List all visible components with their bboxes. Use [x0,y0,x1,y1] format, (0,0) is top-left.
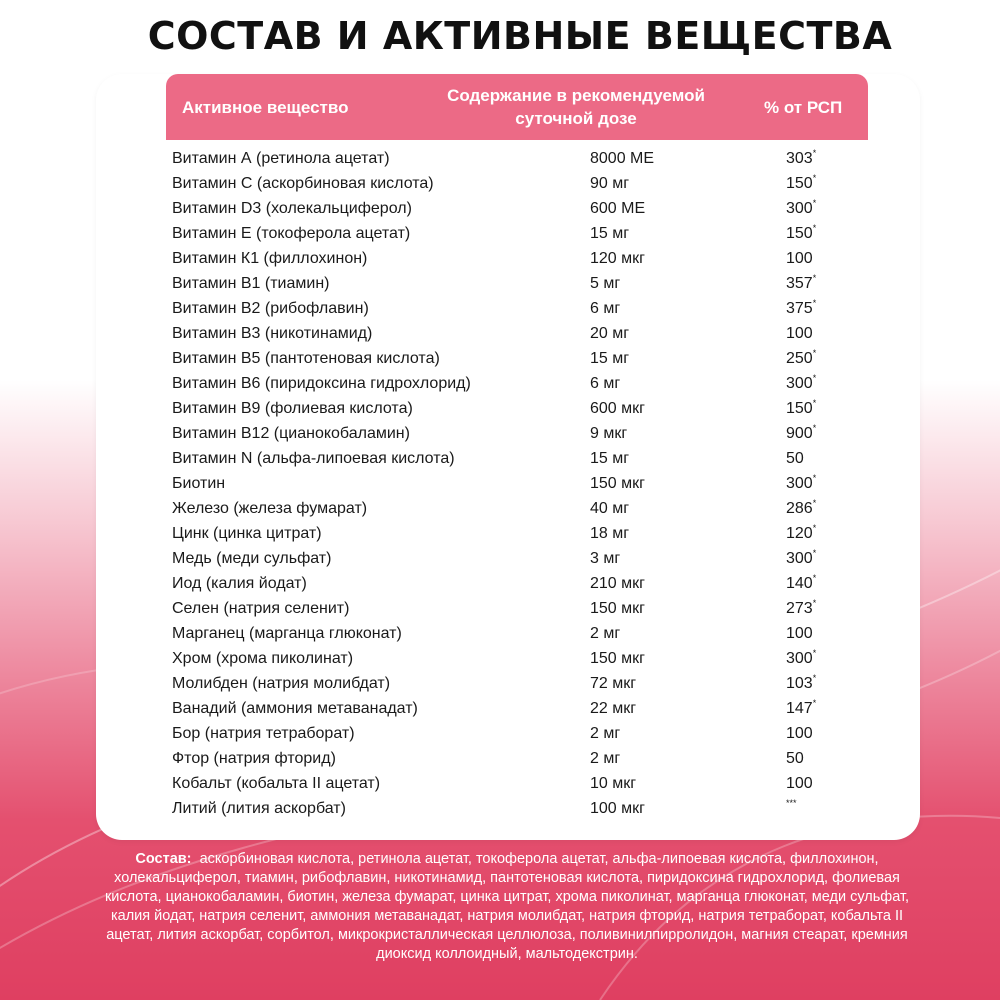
substance-percent [786,650,816,668]
substance-percent [786,800,797,818]
substance-percent [786,625,813,643]
footnote-mark: * [812,473,817,483]
percent-value: 900 [786,425,813,442]
substance-amount: 600 МЕ [590,200,646,217]
substance-name: Медь (меди сульфат) [172,550,332,567]
percent-value: 100 [786,625,813,642]
percent-value: 250 [786,350,813,367]
substance-name: Витамин К1 (филлохинон) [172,250,368,267]
table-row [172,546,872,571]
substance-percent [786,325,813,343]
table-row [172,496,872,521]
footnote-mark: * [812,298,817,308]
footnote-mark: *** [786,798,797,808]
substance-amount: 15 мг [590,225,630,242]
substance-name: Витамин В6 (пиридоксина гидрохлорид) [172,375,471,392]
substance-name: Витамин В9 (фолиевая кислота) [172,400,413,417]
composition-label: Состав: [135,851,192,867]
percent-value: 140 [786,575,813,592]
table-row [172,246,872,271]
percent-value: 150 [786,400,813,417]
footnote-mark: * [812,648,817,658]
footnote-mark: * [812,223,817,233]
percent-value: 100 [786,775,813,792]
substance-name: Кобальт (кобальта II ацетат) [172,775,381,792]
substance-name: Литий (лития аскорбат) [172,800,346,817]
table-row [172,746,872,771]
substance-amount: 9 мкг [590,425,628,442]
table-row [172,321,872,346]
percent-value: 50 [786,450,804,467]
footnote-mark: * [812,698,817,708]
substance-name: Марганец (марганца глюконат) [172,625,402,642]
header-percent-rsp: % от РСП [764,97,843,117]
table-row [172,296,872,321]
substance-percent [786,500,816,518]
substance-amount: 2 мг [590,750,621,767]
substance-percent [786,225,816,243]
header-active-substance: Активное вещество [182,97,349,117]
substance-percent [786,475,816,493]
substance-amount: 150 мкг [590,475,645,492]
table-row [172,521,872,546]
percent-value: 286 [786,500,813,517]
percent-value: 147 [786,700,813,717]
substance-percent [786,375,816,393]
substance-name: Витамин Е (токоферола ацетат) [172,225,411,242]
substance-name: Хром (хрома пиколинат) [172,650,354,667]
table-header [166,74,868,140]
table-row [172,221,872,246]
substance-percent [786,200,816,218]
substance-percent [786,350,816,368]
substance-name: Ванадий (аммония метаванадат) [172,700,418,717]
substance-amount: 40 мг [590,500,630,517]
substance-percent [786,450,804,468]
substance-amount: 6 мг [590,300,621,317]
substance-percent [786,575,816,593]
substance-name: Витамин В12 (цианокобаламин) [172,425,410,442]
footnote-mark: * [812,373,817,383]
table-row [172,721,872,746]
table-row [172,446,872,471]
substance-amount: 5 мг [590,275,621,292]
footnote-mark: * [812,198,817,208]
percent-value: 303 [786,150,813,167]
substance-amount: 100 мкг [590,800,645,817]
substance-percent [786,400,816,418]
substance-name: Витамин В3 (никотинамид) [172,325,373,342]
substance-amount: 600 мкг [590,400,645,417]
substance-percent [786,675,816,693]
substance-amount: 18 мг [590,525,630,542]
percent-value: 103 [786,675,813,692]
substance-amount: 2 мг [590,725,621,742]
substance-name: Витамин А (ретинола ацетат) [172,150,390,167]
substance-percent [786,150,816,168]
substance-amount: 20 мг [590,325,630,342]
substance-amount: 90 мг [590,175,630,192]
substance-amount: 3 мг [590,550,621,567]
footnote-mark: * [812,498,817,508]
substance-percent [786,700,816,718]
substance-amount: 22 мкг [590,700,637,717]
substance-amount: 10 мкг [590,775,637,792]
table-row [172,646,872,671]
percent-value: 300 [786,475,813,492]
footnote-mark: * [812,173,817,183]
footnote-mark: * [812,398,817,408]
substance-percent [786,250,813,268]
composition-text [92,850,922,964]
table-row [172,421,872,446]
substance-percent [786,600,816,618]
footnote-mark: * [812,523,817,533]
substance-name: Биотин [172,475,226,492]
percent-value: 300 [786,375,813,392]
substance-amount: 150 мкг [590,650,645,667]
substance-name: Бор (натрия тетраборат) [172,725,355,742]
table-row [172,196,872,221]
percent-value: 150 [786,175,813,192]
percent-value: 50 [786,750,804,767]
percent-value: 100 [786,725,813,742]
percent-value: 100 [786,325,813,342]
substance-name: Витамин В2 (рибофлавин) [172,300,369,317]
percent-value: 150 [786,225,813,242]
composition-ingredients: аскорбиновая кислота, ретинола ацетат, токоферола ацетат, альфа-липоевая кислота, филлохинон, холекальциферол, тиамин, рибофлавин, никотинамид, пантотеновая кислота, пиридоксина гидрохлорид, фолиевая кислота, цианокобаламин, биотин, железа фумарат, цинка цитрат, хрома пиколинат, марганца глюконат, меди сульфат, калия йодат, натрия селенит, аммония метаванадат, натрия молибдат, натрия фторид, натрия тетраборат, кобальта II ацетат, лития аскорбат, сорбитол, микрокристаллическая целлюлоза, поливинилпирролидон, магния стеарат, кремния диоксид коллоидный, мальтодекстрин. [104,851,910,962]
percent-value: 273 [786,600,813,617]
table-row [172,346,872,371]
substance-name: Селен (натрия селенит) [172,600,350,617]
footnote-mark: * [812,673,817,683]
table-row [172,621,872,646]
substance-amount: 150 мкг [590,600,645,617]
substance-amount: 8000 МЕ [590,150,655,167]
substance-amount: 15 мг [590,350,630,367]
substance-name: Витамин D3 (холекальциферол) [172,200,412,217]
substance-name: Витамин В5 (пантотеновая кислота) [172,350,440,367]
table-row [172,171,872,196]
substance-amount: 6 мг [590,375,621,392]
page-title: СОСТАВ И АКТИВНЫЕ ВЕЩЕСТВА [147,14,893,58]
substance-percent [786,750,804,768]
substance-percent [786,300,816,318]
substance-name: Иод (калия йодат) [172,575,307,592]
table-row [172,771,872,796]
footnote-mark: * [812,573,817,583]
table-row [172,596,872,621]
substance-name: Фтор (натрия фторид) [172,750,336,767]
table-row [172,671,872,696]
table-row [172,696,872,721]
percent-value: 300 [786,550,813,567]
footnote-mark: * [812,348,817,358]
table-row [172,146,872,171]
footnote-mark: * [812,273,817,283]
footnote-mark: * [812,148,817,158]
substance-amount: 120 мкг [590,250,645,267]
table-row [172,396,872,421]
substance-amount: 210 мкг [590,575,645,592]
table-row [172,471,872,496]
substance-percent [786,550,816,568]
table-row [172,271,872,296]
substance-name: Железо (железа фумарат) [172,500,368,517]
substance-name: Витамин В1 (тиамин) [172,275,330,292]
table-row [172,371,872,396]
substance-name: Цинк (цинка цитрат) [172,525,322,542]
footnote-mark: * [812,423,817,433]
substance-percent [786,425,816,443]
percent-value: 300 [786,650,813,667]
substance-amount: 2 мг [590,625,621,642]
percent-value: 120 [786,525,813,542]
substance-amount: 72 мкг [590,675,637,692]
substance-amount: 15 мг [590,450,630,467]
substance-name: Витамин N (альфа-липоевая кислота) [172,450,455,467]
percent-value: 100 [786,250,813,267]
substance-name: Молибден (натрия молибдат) [172,675,391,692]
table-body [172,146,872,821]
substance-name: Витамин С (аскорбиновая кислота) [172,175,434,192]
table-row [172,796,872,821]
substance-percent [786,525,816,543]
substance-percent [786,725,813,743]
percent-value: 300 [786,200,813,217]
footnote-mark: * [812,598,817,608]
table-row [172,571,872,596]
composition-table-card [96,74,920,840]
substance-percent [786,275,816,293]
substance-percent [786,775,813,793]
header-daily-dose: Содержание в рекомендуемой суточной дозе [447,86,705,128]
percent-value: 375 [786,300,813,317]
percent-value: 357 [786,275,813,292]
substance-percent [786,175,816,193]
footnote-mark: * [812,548,817,558]
